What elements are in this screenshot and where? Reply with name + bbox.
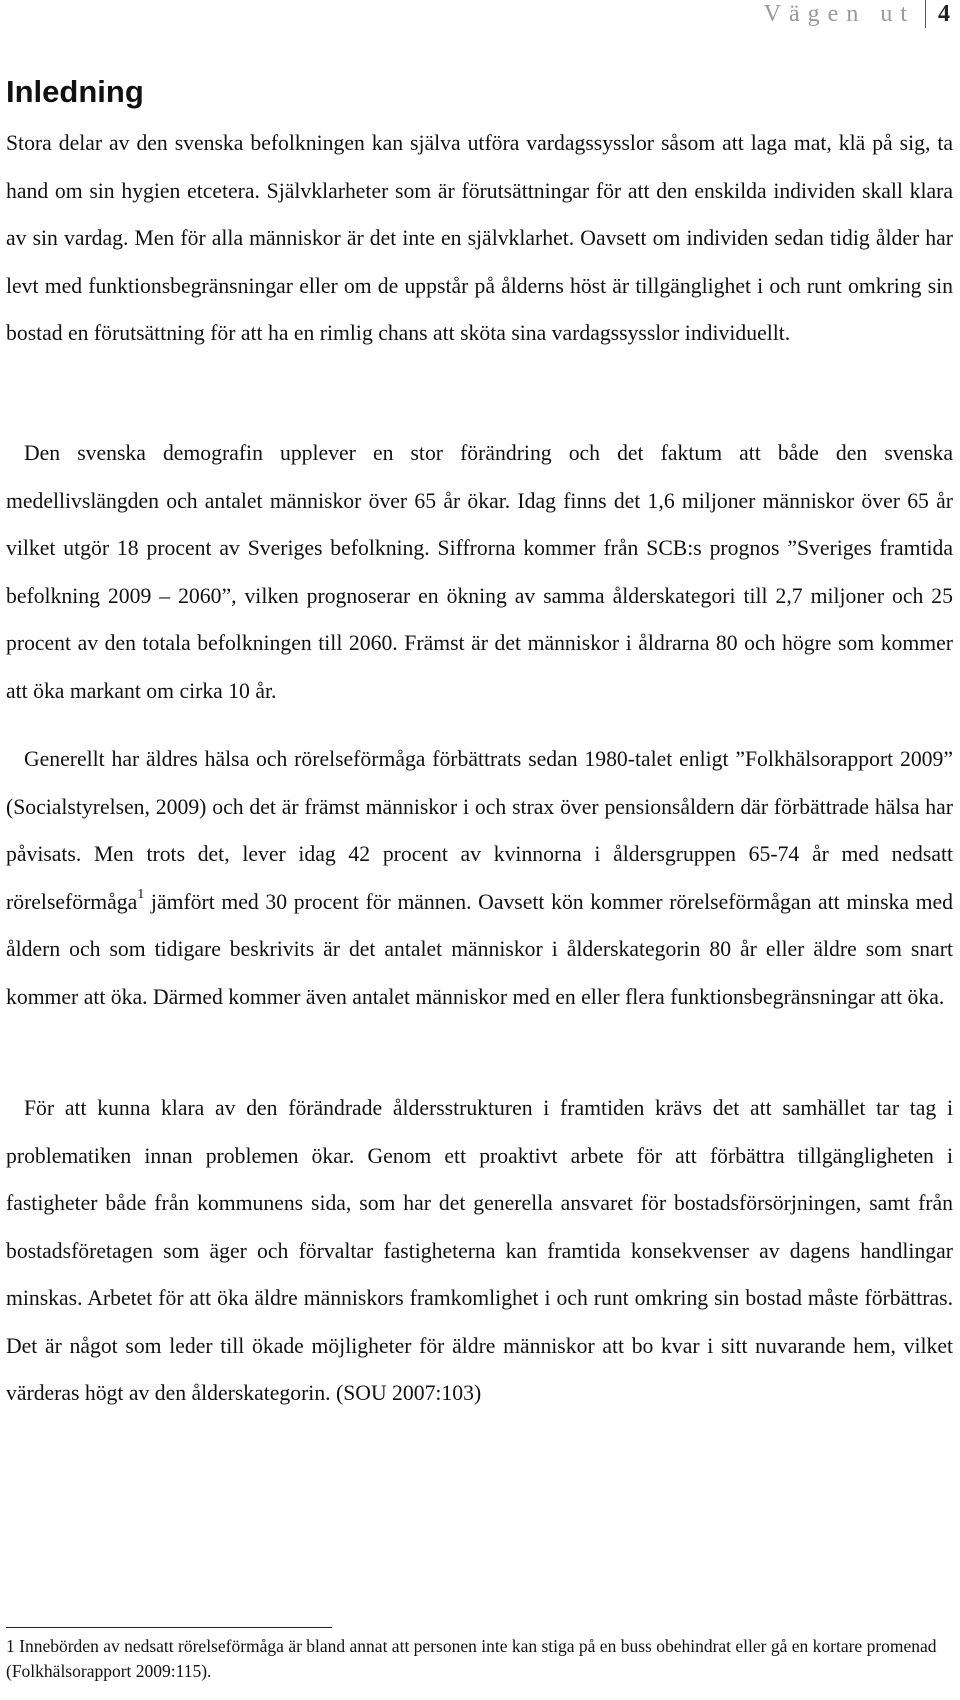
footnote-reference: 1: [137, 887, 145, 903]
footnote-divider: [6, 1627, 332, 1628]
header-divider: [925, 0, 926, 28]
section-heading: Inledning: [6, 74, 144, 109]
paragraph-1: Stora delar av den svenska befolkningen kan själva utföra vardagssysslor såsom att laga mat, klä på sig, ta hand om sin hygien etcetera. Självklarheter som är förutsättningar för att den enskilda individen skall klara av sin vardag. Men för alla människor är det inte en självklarhet. Oavsett om individen sedan tidig ålder har levt med funktionsbegränsningar eller om de uppstår på ålderns höst är tillgänglighet i och runt omkring sin bostad en förutsättning för att ha en rimlig chans att sköta sina vardagssysslor individuellt.: [6, 131, 953, 345]
paragraph-3-text-a: Generellt har äldres hälsa och rörelseförmåga förbättrats sedan 1980-talet enligt ”Folkhälsorapport 2009” (Socialstyrelsen, 2009) och det är främst människor i och strax över pensionsåldern där förbättrade hälsa har påvisats. Men trots det, lever idag 42 procent av kvinnorna i åldersgruppen 65-74 år med nedsatt rörelseförmåga: [6, 747, 953, 914]
paragraph-4: För att kunna klara av den förändrade åldersstrukturen i framtiden krävs det att samhället tar tag i problematiken innan problemen ökar. Genom ett proaktivt arbete för att förbättra tillgängligheten i fastigheter både från kommunens sida, som har det generella ansvaret för bostadsförsörjningen, samt från bostadsföretagen som äger och förvaltar fastigheterna kan framtida konsekvenser av dagens handlingar minskas. Arbetet för att öka äldre människors framkomlighet i och runt omkring sin bostad måste förbättras. Det är något som leder till ökade möjligheter för äldre människor att bo kvar i sitt nuvarande hem, vilket värderas högt av den ålderskategorin. (SOU 2007:103): [6, 1096, 953, 1405]
running-title: Vägen ut: [763, 0, 915, 27]
paragraph-3-text-b: jämfört med 30 procent för männen. Oavsett kön kommer rörelseförmågan att minska med åldern och som tidigare beskrivits är det antalet människor i ålderskategorin 80 år eller äldre som snart kommer att öka. Därmed kommer även antalet människor med en eller flera funktionsbegränsningar att öka.: [6, 889, 953, 1009]
paragraph-3: [6, 736, 953, 1021]
paragraph-2: Den svenska demografin upplever en stor förändring och det faktum att både den svenska medellivslängden och antalet människor över 65 år ökar. Idag finns det 1,6 miljoner människor över 65 år vilket utgör 18 procent av Sveriges befolkning. Siffrorna kommer från SCB:s prognos ”Sveriges framtida befolkning 2009 – 2060”, vilken prognoserar en ökning av samma ålderskategori till 2,7 miljoner och 25 procent av den totala befolkningen till 2060. Främst är det människor i åldrarna 80 och högre som kommer att öka markant om cirka 10 år.: [6, 441, 953, 703]
footnote-number: 1: [6, 1636, 15, 1656]
running-header: [764, 0, 950, 28]
footnote-text: Innebörden av nedsatt rörelseförmåga är bland annat att personen inte kan stiga på en buss obehindrat eller gå en kortare promenad (Folkhälsorapport 2009:115).: [6, 1636, 937, 1681]
footnote: [6, 1634, 953, 1684]
page-number: 4: [938, 0, 950, 27]
